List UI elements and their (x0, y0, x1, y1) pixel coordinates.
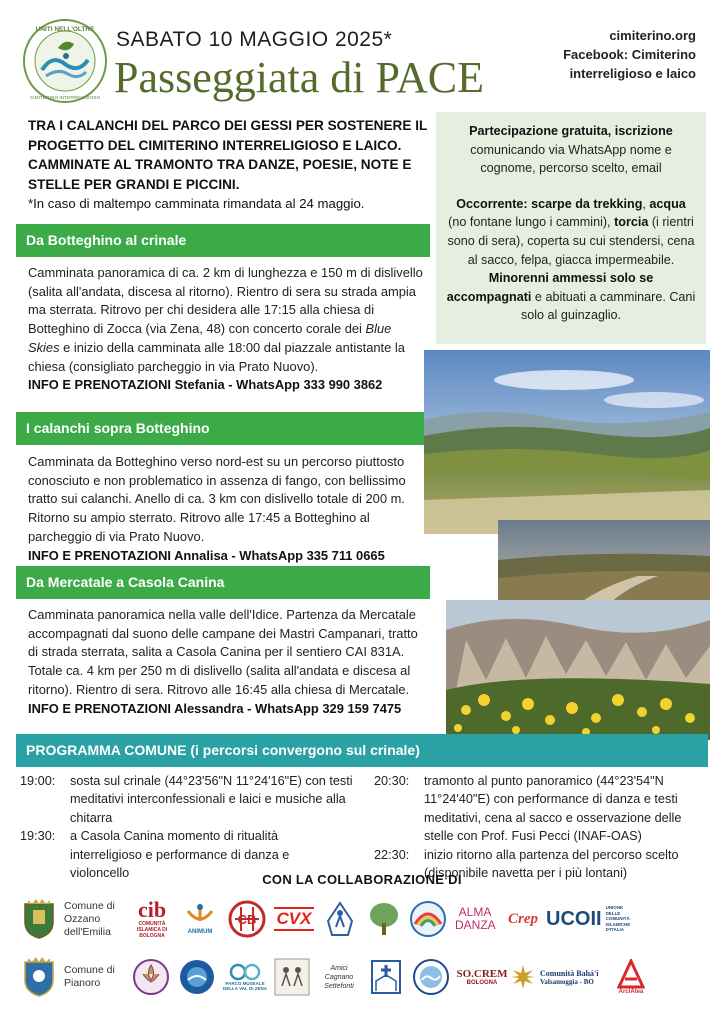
logo-arciatea (610, 959, 652, 995)
facebook-line-2[interactable]: interreligioso e laico (569, 66, 696, 81)
route-1-description (28, 264, 424, 395)
comune-pianoro (22, 956, 128, 998)
partner-logos-row-1 (22, 896, 710, 942)
logo-family (270, 958, 314, 996)
logo-church (364, 957, 408, 997)
event-date: SABATO 10 MAGGIO 2025* (116, 28, 393, 51)
logo-blue-skies (408, 958, 454, 996)
logo-scout (128, 958, 174, 996)
bahai-star-icon (510, 964, 536, 990)
logo-ucoii-sub: UNIONE DELLE COMUNITÀ ISLAMICHE D'ITALIA (605, 905, 631, 933)
cimiterino-logo (22, 18, 108, 104)
equipment-text: , (642, 196, 650, 211)
route-1-text-end: e inizio della camminata alle 18:00 dal piazzale antistante la chiesa (consigliato parcheggio in via Prato Nuovo). (28, 339, 405, 374)
dancer-icon (322, 899, 358, 939)
route-1-info: INFO E PRENOTAZIONI Stefania - WhatsApp 333 990 3862 (28, 377, 383, 393)
programma-header: PROGRAMMA COMUNE (i percorsi convergono sul crinale) (16, 734, 708, 767)
route-2-info: INFO E PRENOTAZIONI Annalisa - WhatsApp 335 711 0665 (28, 547, 385, 563)
torch-text: (i rientri sono di sera), coperta su cui stendersi, cena al sacco, felpa, giacca impermeabile. (447, 215, 695, 267)
logo-cib-text: cib (137, 897, 167, 922)
logo-crep-text: Crep (508, 910, 538, 927)
intro-line: PROGETTO DEL CIMITERINO INTERRELIGIOSO E LAICO. (28, 137, 402, 153)
partner-logos-row-2 (22, 954, 710, 1000)
programma-desc: sosta sul crinale (44°23'56"N 11°24'16"E) con testi meditativi interconfessionali e laici e musiche alla chitarra (70, 774, 353, 825)
programma-desc: tramonto al punto panoramico (44°23'54"N 11°24'40"E) con performance di danza e testi meditativi, cena al sacco e osservazione delle stelle con Prof. Fusi Pecci (INAF-OAS) (424, 774, 682, 844)
logo-parco-sub: PARCO MUSEALE DELLA VAL DI ZENA (223, 980, 267, 991)
logo-arciatea-text: ArciAtea (618, 989, 644, 995)
scout-lily-icon (132, 958, 170, 996)
participation-bold: Partecipazione gratuita, iscrizione (469, 124, 673, 138)
torch-bold: torcia (614, 215, 649, 230)
equipment-paragraph (446, 195, 696, 325)
water-bold: acqua (649, 196, 686, 211)
facebook-line-1[interactable]: Facebook: Cimiterino (563, 47, 696, 62)
rainbow-globe-icon (409, 900, 447, 938)
logo-settefonti-text: Amici Cagnano Settefonti (324, 964, 354, 990)
route-1-choir: Blue Skies (28, 321, 392, 355)
logo-bahai-sub: Valsamoggia - BO (540, 977, 594, 986)
logo-alma-danza (450, 906, 500, 932)
programma-item (374, 772, 704, 846)
intro-line: CAMMINATE AL TRAMONTO TRA DANZE, POESIE, NOTE E (28, 157, 412, 172)
comune-name: Pianoro (64, 977, 101, 989)
logo-parco-museale (220, 963, 270, 992)
programma-time: 22:30: (374, 847, 410, 862)
logo-cvx (270, 907, 318, 931)
logo-bahai-text: Comunità Bahá'í (540, 968, 599, 978)
logo-socrem-text: SO.CREM (456, 968, 508, 980)
comune-label: Comune di (64, 964, 115, 976)
blue-skies-icon (412, 958, 450, 996)
logo-ucoii (546, 905, 630, 933)
programma-time: 19:00: (20, 774, 56, 788)
programma-left (20, 772, 354, 882)
intro-line: TRA I CALANCHI DEL PARCO DEI GESSI PER SOSTENERE IL (28, 118, 428, 133)
route-2-text: Camminata da Botteghino verso nord-est su un percorso piuttosto conosciuto e non problematico in assenza di fango, con bellissimo tratto sui calanchi. Anello di ca. 3 km con dislivello totale di 200 m. Ritorno su ampio sterrato. Ritrovo alle 17:45 a Botteghino al parcheggio di via Prato Nuovo. (28, 454, 406, 544)
route-3-description (28, 606, 424, 718)
comune-ozzano (22, 898, 128, 940)
programma-desc: a Casola Canina momento di ritualità interreligioso e performance di danza e violoncello (70, 829, 290, 881)
minors-text: e abituati a camminare. Cani solo al guinzaglio. (520, 289, 696, 323)
route-3-header: Da Mercatale a Casola Canina (16, 566, 430, 599)
logo-socrem (454, 968, 510, 986)
comune-label: Comune di (64, 899, 115, 912)
weather-note: *In caso di maltempo camminata rimandata al 24 maggio. (28, 196, 365, 211)
participation-text: comunicando via WhatsApp nome e cognome, percorso scelto, email (470, 142, 672, 176)
logo-cib-sub: COMUNITÀ ISLAMICA DI BOLOGNA (136, 921, 168, 939)
animum-icon (180, 903, 220, 929)
family-icon (274, 958, 310, 996)
logo-cib (128, 899, 176, 939)
contacts (516, 26, 696, 83)
route-3-info: INFO E PRENOTAZIONI Alessandra - WhatsApp 329 159 7475 (28, 700, 402, 716)
arciatea-a-icon (616, 959, 646, 989)
participation-paragraph (446, 122, 696, 178)
minors-bold: Minorenni ammessi solo se accompagnati (446, 271, 654, 304)
route-3-text: Camminata panoramica nella valle dell'Idice. Partenza da Mercatale accompagnati dal suono delle campane dei Mastri Campanari, tratto di strada sterrata, salita a Casola Canina per il sentiero CAI 831A. Totale ca. 4 km per 250 m di dislivello (salita all'andata e discesa al ritorno). Rientro di sera. Ritrovo alle 16:45 alla chiesa di Mercatale. (28, 607, 418, 697)
programma-desc: inizio ritorno alla partenza del percorso scelto (disponibile navetta per i più lontani) (424, 847, 679, 881)
infinity-rings-icon (225, 963, 265, 981)
tree-icon (366, 899, 402, 939)
logo-crep (500, 911, 546, 928)
programma-time: 19:30: (20, 829, 56, 844)
programma-right (374, 772, 704, 882)
intro-line: STELLE PER GRANDI E PICCINI. (28, 176, 240, 192)
logo-cb (224, 899, 270, 939)
pianoro-coat-of-arms-icon (22, 956, 56, 998)
comune-name: dell'Emilia (64, 925, 111, 938)
collaboration-title: CON LA COLLABORAZIONE DI (262, 872, 462, 887)
svg-text:CB: CB (237, 912, 257, 927)
page-title: Passeggiata di PACE (114, 53, 484, 102)
website-link[interactable]: cimiterino.org (609, 28, 696, 43)
round-blue-badge-icon (178, 958, 216, 996)
church-icon (368, 957, 404, 997)
logo-danza-silenzio (318, 899, 362, 939)
cb-icon (227, 899, 267, 939)
logo-ucoii-text: UCOII (546, 907, 602, 930)
logo-alma-text: ALMA DANZA (455, 905, 496, 932)
photo-calanchi-hills (424, 350, 710, 534)
svg-text:CIMITERINO INTERRELIGIOSO: CIMITERINO INTERRELIGIOSO (29, 96, 101, 101)
programma-item (20, 772, 354, 827)
route-1-header: Da Botteghino al crinale (16, 224, 430, 257)
water-text: (no fontane lungo i cammini), (448, 215, 615, 230)
logo-cvx-text: CVX (274, 907, 315, 931)
comune-name: Ozzano (64, 912, 101, 925)
logo-socrem-sub: BOLOGNA (466, 980, 498, 986)
logo-tree (362, 899, 406, 939)
intro-text (28, 116, 438, 214)
programma-time: 20:30: (374, 774, 410, 788)
participation-info-box (436, 112, 706, 344)
equipment-bold: Occorrente: scarpe da trekking (456, 196, 643, 211)
ozzano-coat-of-arms-icon (22, 898, 56, 940)
logo-animum (176, 903, 224, 935)
photo-yellow-flowers (446, 600, 710, 740)
logo-animum-text: ANIMUM (187, 929, 213, 935)
route-2-header: I calanchi sopra Botteghino (16, 412, 430, 445)
route-2-description (28, 453, 424, 565)
logo-rainbow (406, 900, 450, 938)
bahai-text (540, 969, 598, 986)
svg-text:UNITI NELL'OLTRE: UNITI NELL'OLTRE (35, 26, 95, 33)
logo-bahai (510, 964, 610, 990)
logo-round-blue (174, 958, 220, 996)
logo-amici-settefonti (314, 964, 364, 991)
route-1-text: Camminata panoramica di ca. 2 km di lunghezza e 150 m di dislivello (salita all'andata, discesa al ritorno). Rientro di sera su strada ampia ma sterrata. Ritrovo per chi desidera alle 17:15 alla chiesa di Botteghino di Zocca (via Zena, 48) con concerto corale dei (28, 265, 423, 337)
